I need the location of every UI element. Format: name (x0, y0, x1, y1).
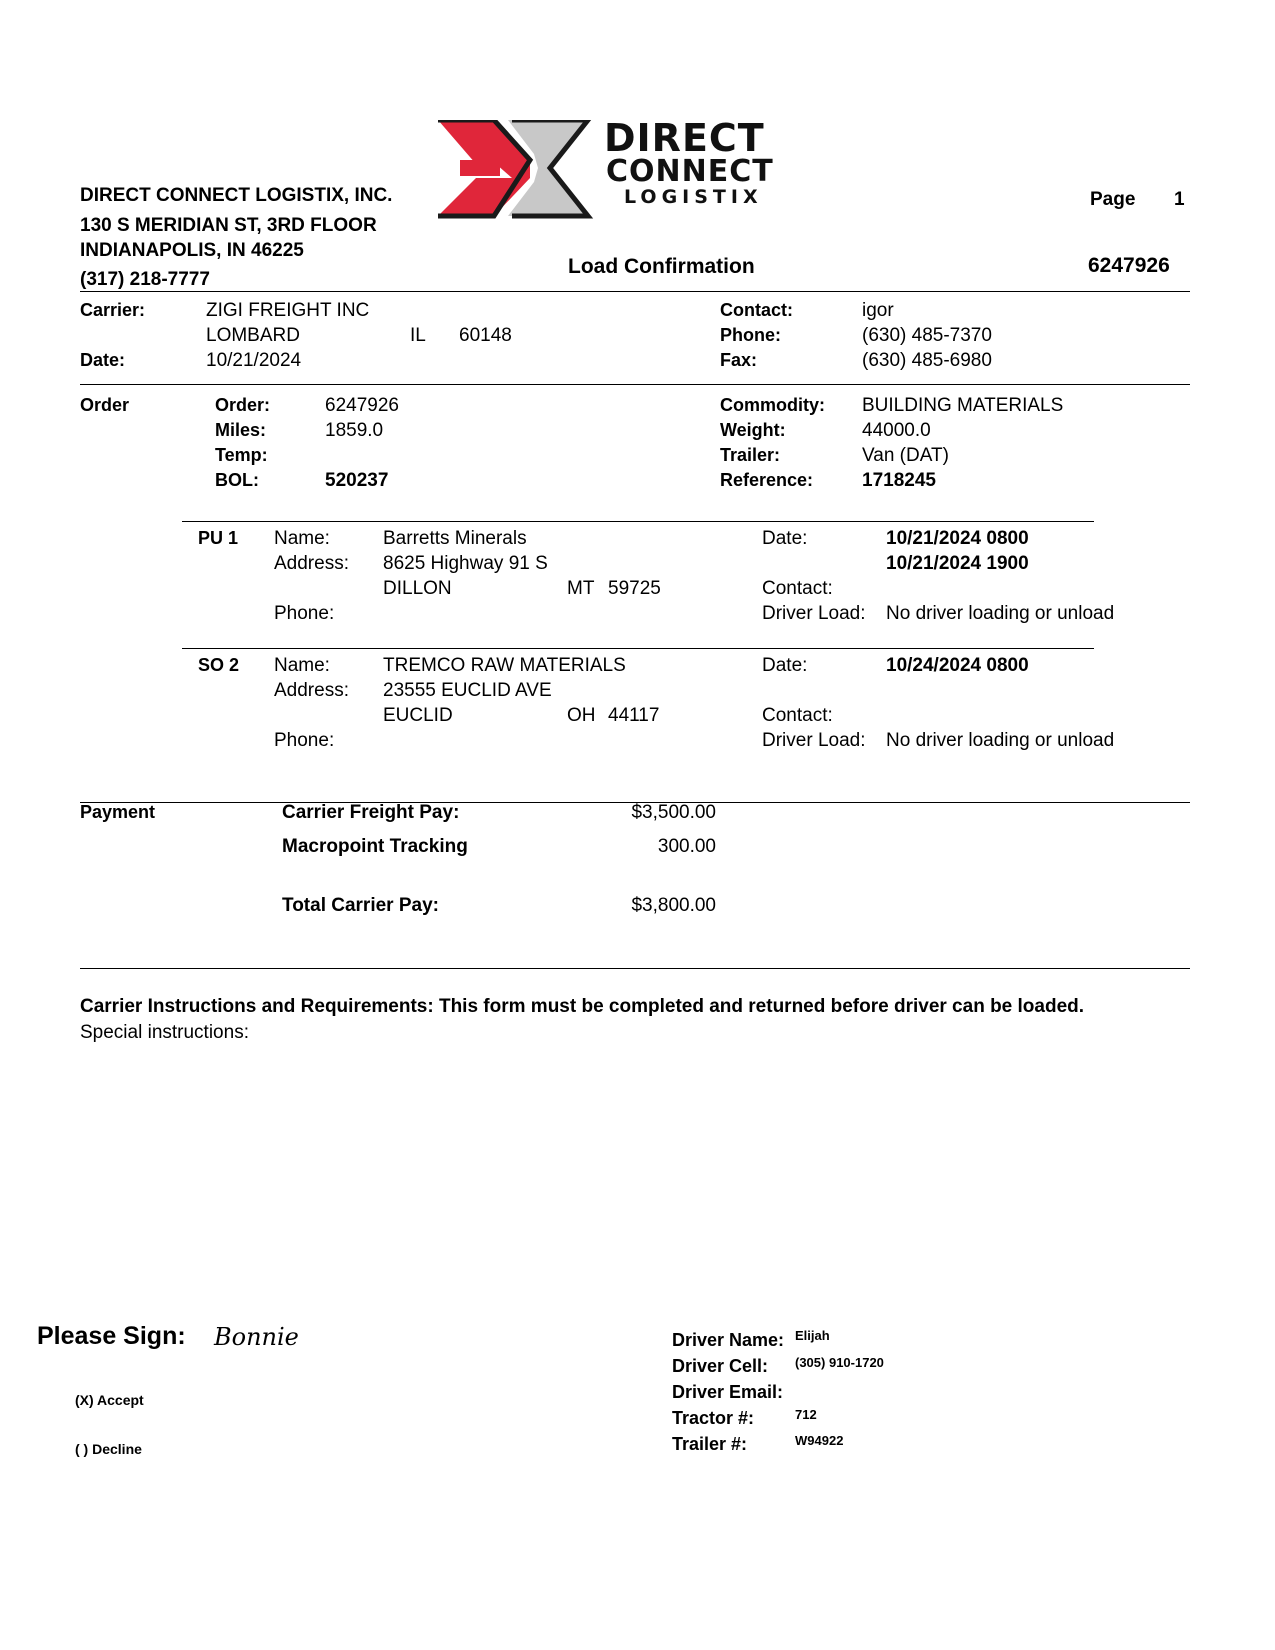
company-phone: (317) 218-7777 (80, 269, 210, 290)
company-address-line2: INDIANAPOLIS, IN 46225 (80, 240, 304, 261)
commodity-label: Commodity: (720, 395, 825, 415)
tracking-value: 300.00 (657, 836, 716, 857)
accept-option[interactable]: (X) Accept (75, 1392, 144, 1408)
carrier-label: Carrier: (80, 300, 146, 320)
stop-2-address: 23555 EUCLID AVE (383, 680, 552, 701)
stop-1-driver-load-label: Driver Load: (762, 603, 866, 624)
carrier-date: 10/21/2024 (206, 350, 302, 371)
freight-pay-value: $3,500.00 (631, 802, 716, 823)
carrier-zip: 60148 (459, 325, 512, 346)
stop-2-driver-load-label: Driver Load: (762, 730, 866, 751)
page-number: 1 (1174, 189, 1185, 210)
carrier-name: ZIGI FREIGHT INC (206, 300, 370, 321)
driver-name-label: Driver Name: (672, 1330, 785, 1350)
carrier-date-label: Date: (80, 350, 126, 370)
logo-line-logistix: LOGISTIX (624, 186, 763, 208)
stop-1-city: DILLON (383, 578, 452, 599)
carrier-city: LOMBARD (206, 325, 300, 346)
phone-value: (630) 485-7370 (862, 325, 992, 346)
stop-2-tag: SO 2 (198, 655, 240, 675)
freight-pay-label: Carrier Freight Pay: (282, 802, 460, 823)
company-logo (438, 116, 778, 220)
divider-stop-2 (182, 648, 1094, 649)
document-number: 6247926 (1088, 254, 1170, 277)
stop-2-name: TREMCO RAW MATERIALS (383, 655, 626, 676)
driver-email-label: Driver Email: (672, 1382, 784, 1402)
order-label: Order: (215, 395, 271, 415)
commodity-value: BUILDING MATERIALS (862, 395, 1064, 416)
stop-2-date-start: 10/24/2024 0800 (886, 655, 1029, 676)
stop-2-address-label: Address: (274, 680, 349, 701)
stop-1-driver-load: No driver loading or unload (886, 603, 1115, 624)
please-sign-label: Please Sign: (37, 1322, 186, 1350)
stop-1-date-label: Date: (762, 528, 808, 549)
stop-2-city: EUCLID (383, 705, 453, 726)
stop-2-phone-label: Phone: (274, 730, 335, 751)
tracking-label: Macropoint Tracking (282, 836, 468, 857)
stop-1-date-start: 10/21/2024 0800 (886, 528, 1029, 549)
payment-section-label: Payment (80, 802, 156, 822)
reference-value: 1718245 (862, 470, 936, 491)
stop-1-date-end: 10/21/2024 1900 (886, 553, 1029, 574)
driver-name-value[interactable]: Elijah (795, 1328, 830, 1343)
total-pay-value: $3,800.00 (631, 895, 716, 916)
contact-label: Contact: (720, 300, 793, 320)
stop-2-date-label: Date: (762, 655, 808, 676)
stop-2-state: OH (567, 705, 596, 726)
phone-label: Phone: (720, 325, 781, 345)
miles-value: 1859.0 (325, 420, 384, 441)
logo-line-connect: CONNECT (606, 154, 774, 189)
company-name: DIRECT CONNECT LOGISTIX, INC. (80, 185, 393, 206)
decline-option[interactable]: ( ) Decline (75, 1441, 142, 1457)
divider-stop-1 (182, 521, 1094, 522)
stop-1-zip: 59725 (608, 578, 661, 599)
stop-1-state: MT (567, 578, 595, 599)
fax-label: Fax: (720, 350, 758, 370)
order-value: 6247926 (325, 395, 399, 416)
fax-value: (630) 485-6980 (862, 350, 992, 371)
driver-cell-value[interactable]: (305) 910-1720 (795, 1355, 884, 1370)
page-label: Page (1090, 189, 1136, 210)
stop-2-zip: 44117 (608, 705, 660, 726)
stop-1-phone-label: Phone: (274, 603, 335, 624)
logo-x-icon (438, 120, 598, 220)
special-instructions-label: Special instructions: (80, 1022, 249, 1043)
stop-1-name: Barretts Minerals (383, 528, 527, 549)
trailer-number-label: Trailer #: (672, 1434, 748, 1454)
tractor-value[interactable]: 712 (795, 1407, 817, 1422)
logo-line-direct: DIRECT (604, 116, 765, 160)
trailer-value: Van (DAT) (862, 445, 949, 466)
weight-value: 44000.0 (862, 420, 931, 441)
total-pay-label: Total Carrier Pay: (282, 895, 439, 916)
tractor-label: Tractor #: (672, 1408, 755, 1428)
bol-label: BOL: (215, 470, 259, 490)
stop-1-contact-label: Contact: (762, 578, 833, 599)
stop-2-contact-label: Contact: (762, 705, 833, 726)
instructions-heading: Carrier Instructions and Requirements: This form must be completed and returned before driver can be loaded. (80, 996, 1085, 1017)
document-title: Load Confirmation (568, 255, 755, 278)
trailer-label: Trailer: (720, 445, 781, 465)
company-address-line1: 130 S MERIDIAN ST, 3RD FLOOR (80, 215, 377, 236)
carrier-state: IL (410, 325, 426, 346)
stop-2-driver-load: No driver loading or unload (886, 730, 1115, 751)
divider-carrier (80, 384, 1190, 385)
divider-instructions (80, 968, 1190, 969)
driver-cell-label: Driver Cell: (672, 1356, 769, 1376)
trailer-number-value[interactable]: W94922 (795, 1433, 844, 1448)
order-section-label: Order (80, 395, 130, 415)
bol-value: 520237 (325, 470, 389, 491)
temp-label: Temp: (215, 445, 268, 465)
stop-1-tag: PU 1 (198, 528, 239, 548)
weight-label: Weight: (720, 420, 786, 440)
stop-1-address-label: Address: (274, 553, 349, 574)
signature-value[interactable]: Bonnie (214, 1323, 299, 1351)
stop-2-name-label: Name: (274, 655, 330, 676)
miles-label: Miles: (215, 420, 267, 440)
stop-1-name-label: Name: (274, 528, 330, 549)
reference-label: Reference: (720, 470, 814, 490)
divider-header (80, 291, 1190, 292)
contact-value: igor (862, 300, 894, 321)
stop-1-address: 8625 Highway 91 S (383, 553, 548, 574)
